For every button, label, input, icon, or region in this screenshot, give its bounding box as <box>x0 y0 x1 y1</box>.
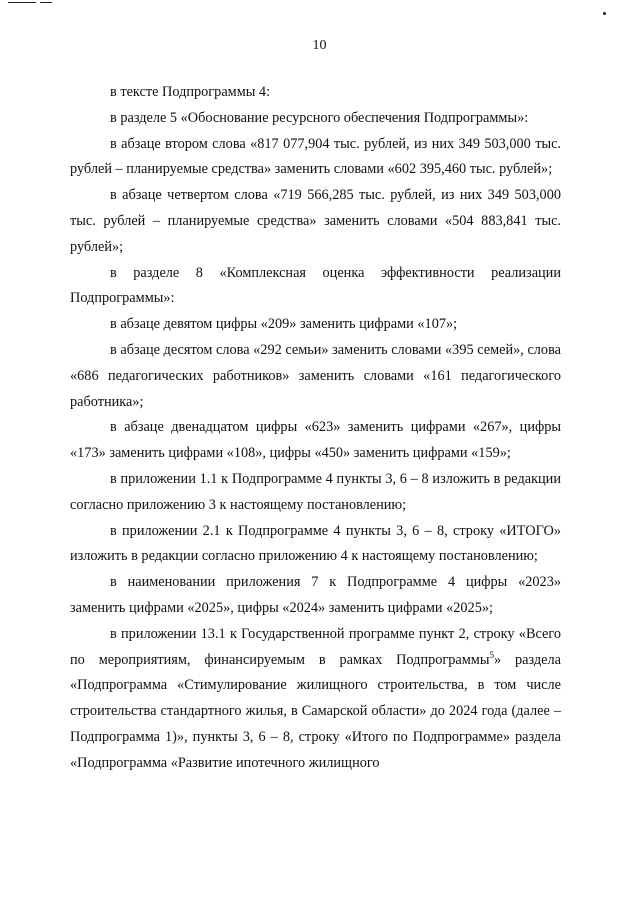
paragraph-appendix-13-1 <box>70 622 561 777</box>
page-number: 10 <box>312 38 327 53</box>
paragraph-section-8-tenth-abzac: в абзаце десятом слова «292 семьи» заменить словами «395 семей», слова «686 педагогических работников» заменить словами «161 педагогического работника»; <box>70 341 561 410</box>
paragraph-appendix-13-1-text-end: » раздела «Подпрограмма «Стимулирование жилищного строительства, в том числе строительства стандартного жилья, в Самарской области» до 2024 года (далее – Подпрограмма 1)», пункты 3, 6 – 8, строку «Итого по Подпрограмме» раздела «Подпрограмма «Развитие ипотечного жилищного <box>70 651 561 771</box>
paragraph-section-8: в разделе 8 «Комплексная оценка эффективности реализации Подпрограммы»: <box>70 264 561 307</box>
paragraph-section-5-fourth-abzac: в абзаце четвертом слова «719 566,285 тыс. рублей, из них 349 503,000 тыс. рублей – планируемые средства» заменить словами «504 883,841 тыс. рублей»; <box>70 187 561 255</box>
paragraph-appendix-7: в наименовании приложения 7 к Подпрограмме 4 цифры «2023» заменить цифрами «2025», цифры «2024» заменить цифрами «2025»; <box>70 574 561 616</box>
scan-mark-left <box>8 2 36 3</box>
footnote-reference: 5 <box>489 649 494 660</box>
paragraph-appendix-1-1: в приложении 1.1 к Подпрограмме 4 пункты 3, 6 – 8 изложить в редакции согласно приложению 3 к настоящему постановлению; <box>70 470 561 513</box>
paragraph-appendix-2-1: в приложении 2.1 к Подпрограмме 4 пункты 3, 6 – 8, строку «ИТОГО» изложить в редакции согласно приложению 4 к настоящему постановлению; <box>70 522 561 565</box>
paragraph-section-5-second-abzac: в абзаце втором слова «817 077,904 тыс. рублей, из них 349 503,000 тыс. рублей – планируемые средства» заменить словами «602 395,460 тыс. рублей»; <box>70 135 561 178</box>
paragraph-section-5: в разделе 5 «Обоснование ресурсного обеспечения Подпрограммы»: <box>110 109 529 126</box>
paragraph-appendix-13-1-text-start: в приложении 13.1 к Государственной программе пункт 2, строку «Всего по мероприятиям, финансируемым в рамках Подпрограммы <box>70 625 561 668</box>
scan-mark-left-short <box>40 2 52 3</box>
document-body <box>70 80 561 777</box>
paragraph-section-8-ninth-abzac: в абзаце девятом цифры «209» заменить цифрами «107»; <box>110 316 458 333</box>
scan-mark-right <box>603 12 606 15</box>
paragraph-section-8-twelfth-abzac: в абзаце двенадцатом цифры «623» заменить цифрами «267», цифры «173» заменить цифрами «108», цифры «450» заменить цифрами «159»; <box>70 419 561 462</box>
paragraph-subprogram-4-intro: в тексте Подпрограммы 4: <box>110 84 271 100</box>
